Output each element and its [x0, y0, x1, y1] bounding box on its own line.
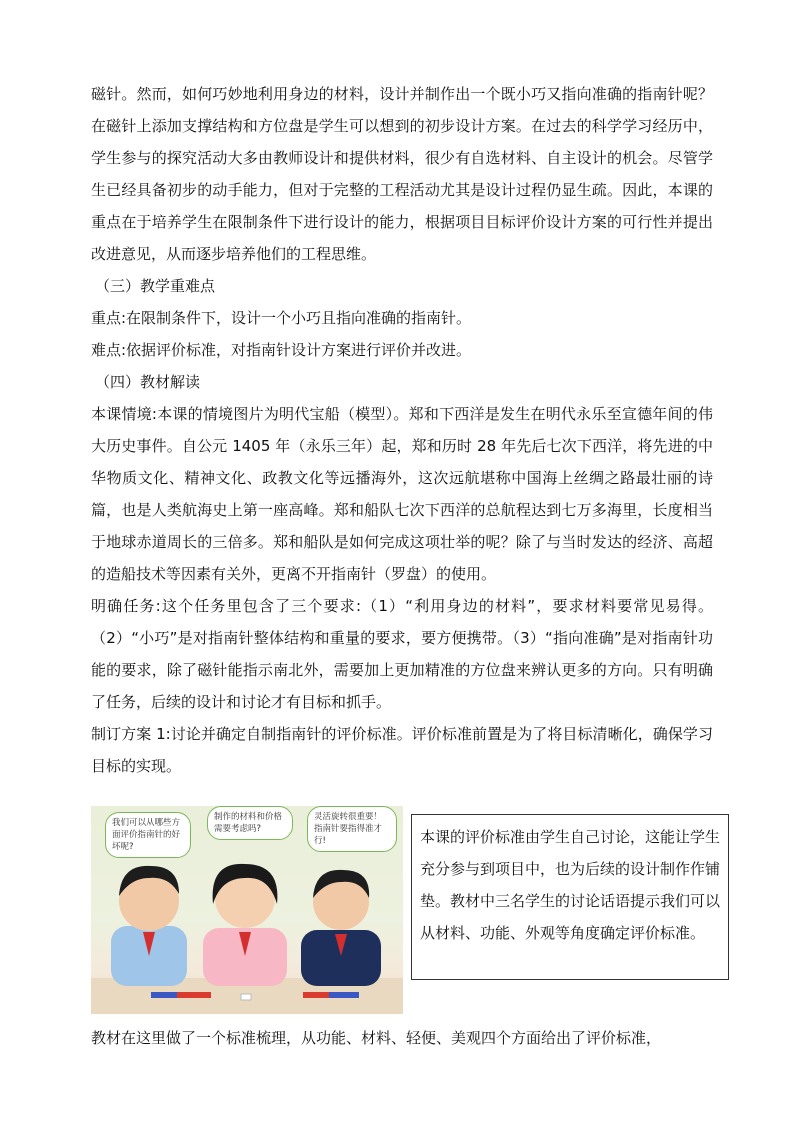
- paragraph-bottom: 教材在这里做了一个标准梳理，从功能、材料、轻便、美观四个方面给出了评价标准，: [91, 1029, 662, 1047]
- students-discussion-photo: [91, 806, 403, 1014]
- section-heading-difficulties: （三）教学重难点: [95, 277, 216, 295]
- figure-row: [91, 806, 731, 1014]
- document-body: [91, 78, 713, 782]
- caption-text: 本课的评价标准由学生自己讨论，这能让学生充分参与到项目中，也为后续的设计制作作铺垫。教材中三名学生的讨论话语提示我们可以从材料、功能、外观等角度确定评价标准。: [420, 828, 721, 942]
- paragraph-situation: 本课情境:本课的情境图片为明代宝船（模型）。郑和下西洋是发生在明代永乐至宣德年间的伟大历史事件。自公元 1405 年（永乐三年）起，郑和历时 28 年先后七次下西洋，将先进的中华物质文化、精神文化、政教文化等远播海外，这次远航堪称中国海上丝绸之路最壮丽的诗篇，也是人类航海史上第一座高峰。郑和船队七次下西洋的总航程达到七万多海里，长度相当于地球赤道周长的三倍多。郑和船队是如何完成这项壮举的呢？除了与当时发达的经济、高超的造船技术等因素有关外，更离不开指南针（罗盘）的使用。: [91, 405, 713, 583]
- bottom-text: [91, 1022, 713, 1054]
- speech-bubble-middle: 制作的材料和价格需要考虑吗?: [207, 806, 293, 840]
- difficult-point: 难点:依据评价标准，对指南针设计方案进行评价并改进。: [91, 341, 472, 359]
- caption-box: [411, 814, 729, 980]
- key-point: 重点:在限制条件下，设计一个小巧且指向准确的指南针。: [91, 309, 472, 327]
- paragraph-task: 明确任务:这个任务里包含了三个要求:（1）“利用身边的材料”，要求材料要常见易得。（2）“小巧”是对指南针整体结构和重量的要求，要方便携带。（3）“指向准确”是对指南针功能的要求，除了磁针能指示南北外，需要加上更加精准的方位盘来辨认更多的方向。只有明确了任务，后续的设计和讨论才有目标和抓手。: [91, 597, 713, 711]
- paragraph-plan: 制订方案 1:讨论并确定自制指南针的评价标准。评价标准前置是为了将目标清晰化，确保学习目标的实现。: [91, 725, 713, 775]
- paragraph-intro: 磁针。然而，如何巧妙地利用身边的材料，设计并制作出一个既小巧又指向准确的指南针呢？在磁针上添加支撑结构和方位盘是学生可以想到的初步设计方案。在过去的科学学习经历中，学生参与的探究活动大多由教师设计和提供材料，很少有自选材料、自主设计的机会。尽管学生已经具备初步的动手能力，但对于完整的工程活动尤其是设计过程仍显生疏。因此，本课的重点在于培养学生在限制条件下进行设计的能力，根据项目目标评价设计方案的可行性并提出改进意见，从而逐步培养他们的工程思维。: [91, 85, 713, 263]
- section-heading-textbook: （四）教材解读: [95, 373, 201, 391]
- speech-bubble-right: 灵活旋转很重要！指南针要指得准才行!: [307, 806, 397, 852]
- speech-bubble-left: 我们可以从哪些方面评价指南针的好坏呢?: [105, 812, 191, 858]
